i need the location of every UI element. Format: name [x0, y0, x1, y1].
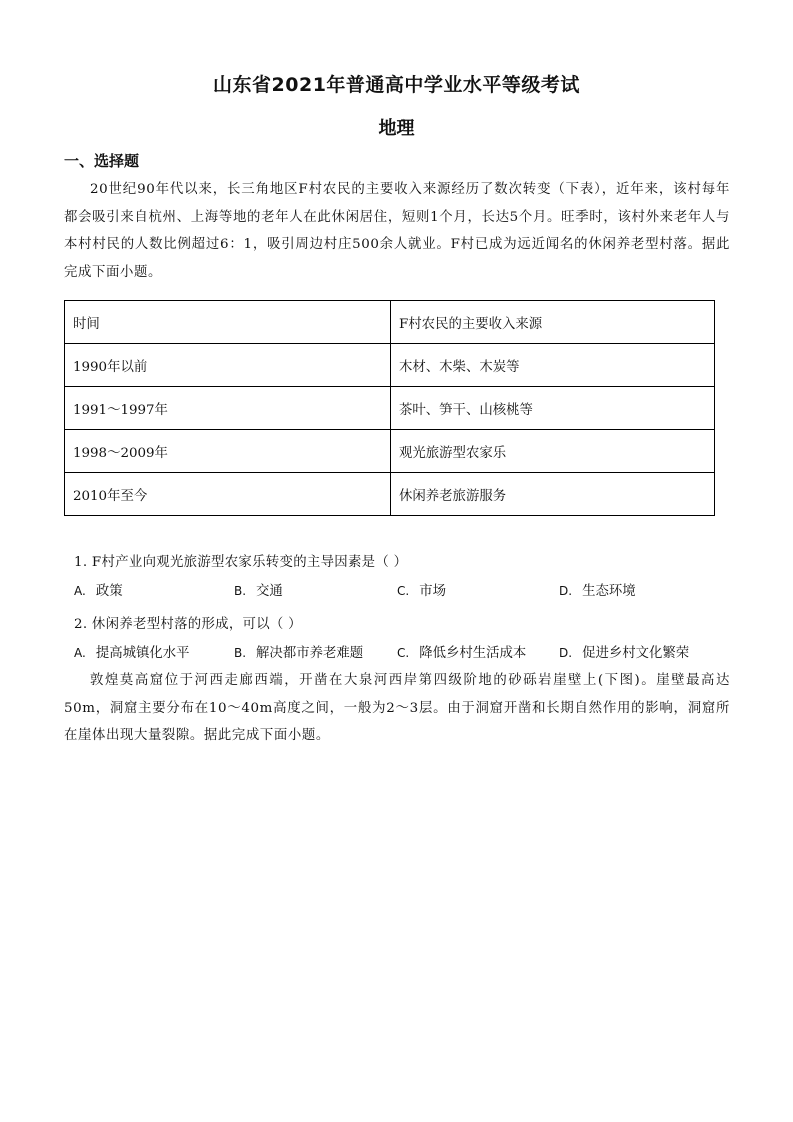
subject-title: 地理: [378, 118, 415, 139]
option-d: [559, 580, 636, 599]
option-text: 降低乡村生活成本: [419, 646, 527, 661]
option-letter: A.: [74, 646, 86, 660]
passage-mogao-caves: 敦煌莫高窟位于河西走廊西端，开凿在大泉河西岸第四级阶地的砂砾岩崖壁上(下图)。崖壁最高达50m，洞窟主要分布在10～40m高度之间，一般为2～3层。由于洞窟开凿和长期自然作用的影响，洞窟所在崖体出现大量裂隙。据此完成下面小题。: [64, 673, 730, 743]
exam-title: 山东省2021年普通高中学业水平等级考试: [213, 74, 580, 96]
option-letter: C.: [397, 646, 410, 660]
table-cell-period: 2010年至今: [65, 473, 391, 516]
option-letter: B.: [234, 584, 247, 598]
table-header-cell: 时间: [65, 301, 391, 344]
table-row: [65, 473, 715, 516]
option-letter: D.: [559, 584, 573, 598]
table-row: [65, 387, 715, 430]
option-b: [234, 642, 363, 661]
section-heading: 一、选择题: [64, 152, 140, 170]
table-cell-income: 茶叶、笋干、山核桃等: [391, 387, 715, 430]
table-cell-period: 1990年以前: [65, 344, 391, 387]
option-letter: A.: [74, 584, 86, 598]
option-d: [559, 642, 689, 661]
question-1-options: [74, 580, 734, 602]
table-header-cell: F村农民的主要收入来源: [391, 301, 715, 344]
option-b: [234, 580, 283, 599]
question-2-options: [74, 642, 734, 664]
option-text: 提高城镇化水平: [95, 646, 190, 661]
table-cell-period: 1991～1997年: [65, 387, 391, 430]
table-cell-income: 休闲养老旅游服务: [391, 473, 715, 516]
option-text: 生态环境: [582, 584, 636, 599]
passage-village-income: 20世纪90年代以来，长三角地区F村农民的主要收入来源经历了数次转变（下表），近年来，该村每年都会吸引来自杭州、上海等地的老年人在此休闲居住，短则1个月，长达5个月。旺季时，该村外来老年人与本村村民的人数比例超过6：1，吸引周边村庄500余人就业。F村已成为远近闻名的休闲养老型村落。据此完成下面小题。: [64, 182, 730, 280]
option-text: 市场: [419, 584, 446, 599]
option-text: 交通: [256, 584, 283, 599]
option-letter: B.: [234, 646, 247, 660]
option-letter: C.: [397, 584, 410, 598]
option-text: 促进乡村文化繁荣: [582, 646, 690, 661]
option-text: 解决都市养老难题: [256, 646, 364, 661]
table-row: [65, 344, 715, 387]
table-cell-income: 木材、木柴、木炭等: [391, 344, 715, 387]
table-header-row: [65, 301, 715, 344]
option-c: [397, 642, 526, 661]
table-cell-period: 1998～2009年: [65, 430, 391, 473]
option-a: [74, 580, 123, 599]
question-2-stem: 2. 休闲养老型村落的形成，可以（ ）: [74, 617, 302, 632]
option-a: [74, 642, 190, 661]
option-letter: D.: [559, 646, 573, 660]
option-c: [397, 580, 446, 599]
question-1-stem: 1. F村产业向观光旅游型农家乐转变的主导因素是（ ）: [74, 555, 408, 570]
table-row: [65, 430, 715, 473]
table-cell-income: 观光旅游型农家乐: [391, 430, 715, 473]
income-source-table: [64, 300, 715, 516]
option-text: 政策: [95, 584, 123, 599]
